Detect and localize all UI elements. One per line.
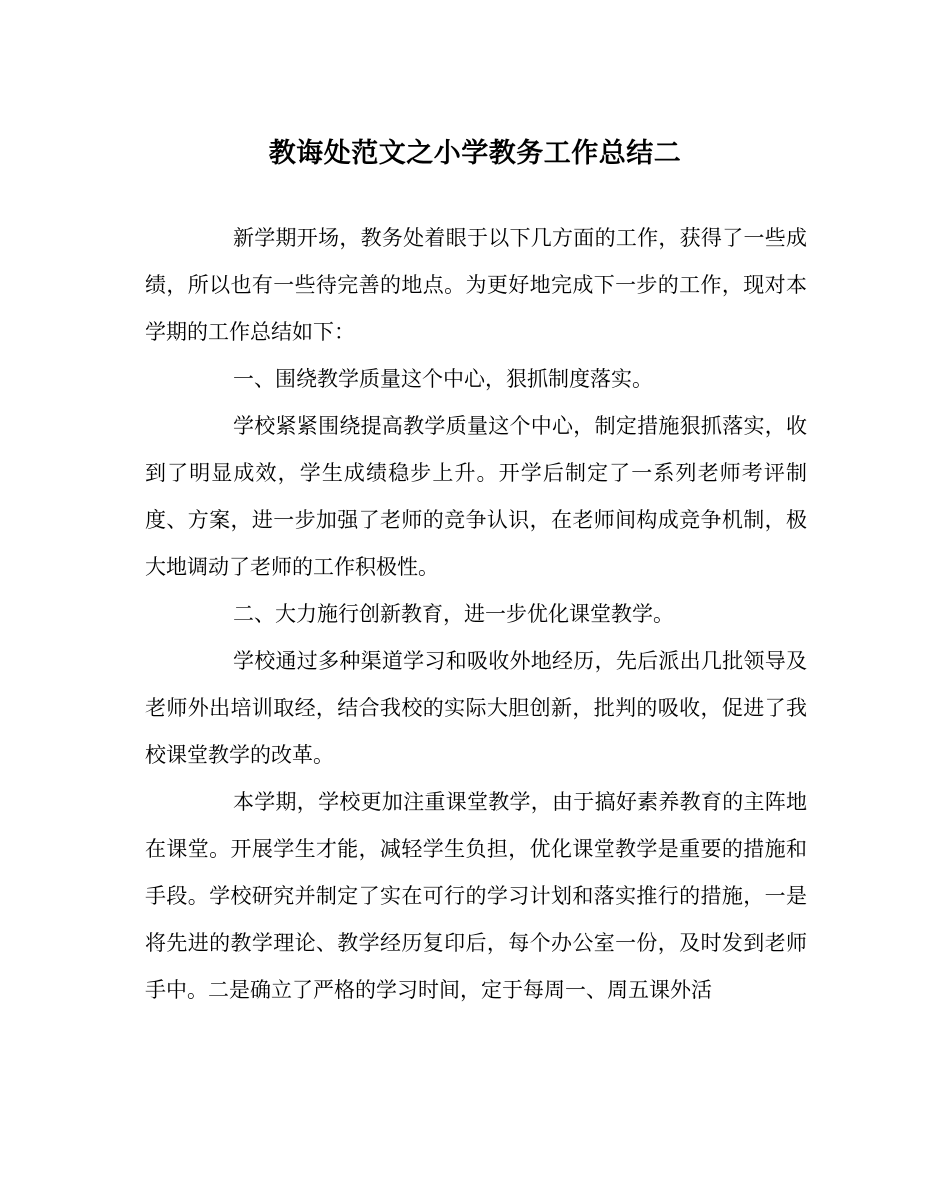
page-title: 教诲处范文之小学教务工作总结二 xyxy=(268,138,682,169)
document-body xyxy=(145,215,807,1014)
section-heading-2: 二、大力施行创新教育，进一步优化课堂教学。 xyxy=(233,602,674,626)
section-heading-1: 一、围绕教学质量这个中心，狠抓制度落实。 xyxy=(233,367,653,391)
paragraph-section-2: 学校通过多种渠道学习和吸收外地经历，先后派出几批领导及老师外出培训取经，结合我校的实际大胆创新，批判的吸收，促进了我校课堂教学的改革。 xyxy=(145,649,807,767)
paragraph-section-2-continued: 本学期，学校更加注重课堂教学，由于搞好素养教育的主阵地在课堂。开展学生才能，减轻学生负担，优化课堂教学是重要的措施和手段。学校研究并制定了实在可行的学习计划和落实推行的措施，一是将先进的教学理论、教学经历复印后，每个办公室一份，及时发到老师手中。二是确立了严格的学习时间，定于每周一、周五课外活 xyxy=(145,790,807,1002)
paragraph-section-1: 学校紧紧围绕提高教学质量这个中心，制定措施狠抓落实，收到了明显成效，学生成绩稳步上升。开学后制定了一系列老师考评制度、方案，进一步加强了老师的竞争认识，在老师间构成竞争机制，极大地调动了老师的工作积极性。 xyxy=(145,414,807,579)
paragraph-intro: 新学期开场，教务处着眼于以下几方面的工作，获得了一些成绩，所以也有一些待完善的地点。为更好地完成下一步的工作，现对本学期的工作总结如下： xyxy=(145,226,807,344)
